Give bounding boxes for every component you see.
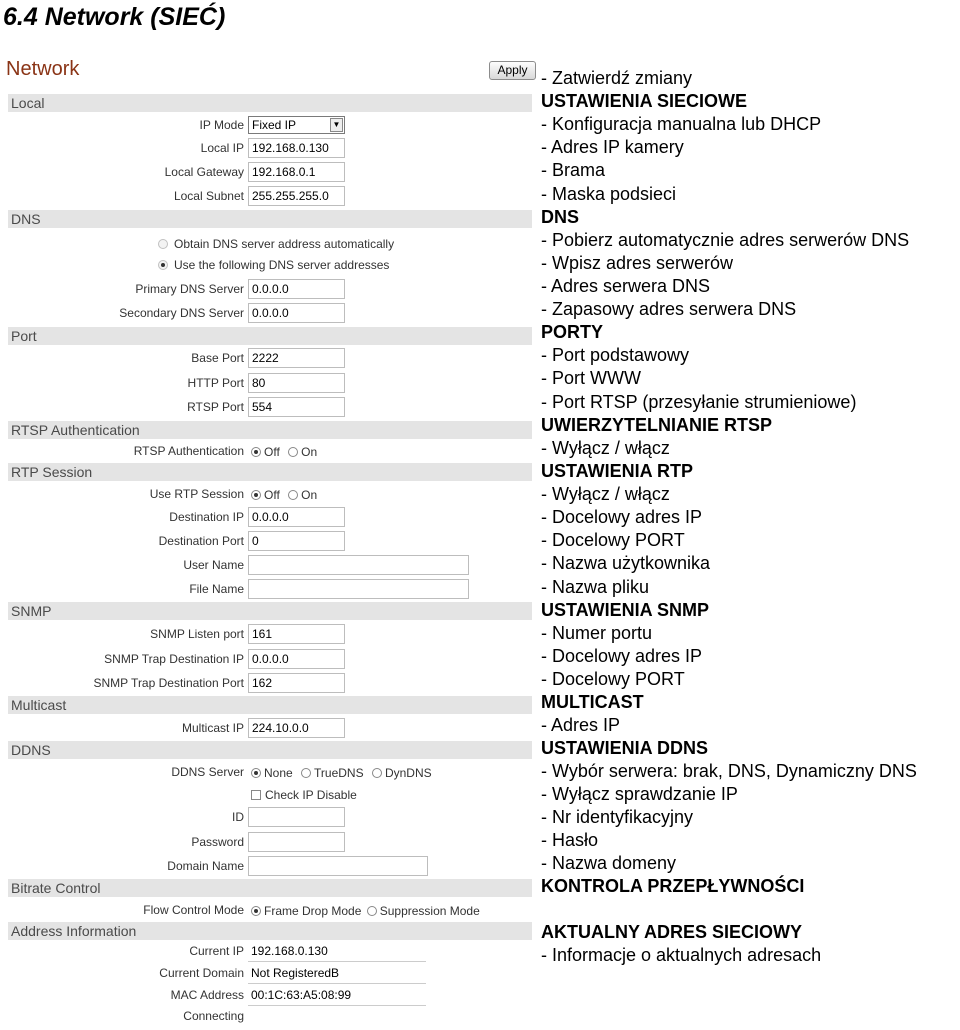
annotation-heading: MULTICAST [541, 692, 644, 712]
frame-drop-mode-option[interactable] [251, 904, 361, 918]
annotation-line: - Numer portu [541, 623, 653, 643]
annotation-line: - Konfiguracja manualna lub DHCP [541, 114, 822, 134]
annotation-line: - Port RTSP (przesyłanie strumieniowe) [541, 392, 857, 412]
local-ip-label: Local IP [200, 141, 244, 155]
section-address-information: Address Information [8, 922, 532, 940]
radio-icon [367, 906, 377, 916]
http-port-label: HTTP Port [187, 376, 244, 390]
annotation-line: - Zapasowy adres serwera DNS [541, 299, 797, 319]
ip-mode-label: IP Mode [199, 118, 244, 132]
ddns-password-label: Password [191, 835, 244, 849]
snmp-trap-port-field[interactable] [248, 673, 345, 693]
user-name-field[interactable] [248, 555, 469, 575]
rtsp-auth-radios [251, 444, 317, 460]
rtsp-port-field[interactable] [248, 397, 345, 417]
connecting-label: Connecting [183, 1009, 244, 1023]
annotation-line: - Zatwierdź zmiany [541, 68, 693, 88]
page-title: Network [6, 58, 80, 80]
annotation-heading: PORTY [541, 322, 604, 342]
ddns-dyndns-label: DynDNS [384, 766, 432, 780]
current-ip-label: Current IP [189, 944, 244, 958]
local-ip-field[interactable] [248, 138, 345, 158]
radio-icon [251, 768, 261, 778]
ddns-domain-label: Domain Name [167, 859, 244, 873]
snmp-listen-port-field[interactable] [248, 624, 345, 644]
local-gateway-label: Local Gateway [164, 165, 244, 179]
secondary-dns-field[interactable] [248, 303, 345, 323]
annotation-line: - Docelowy PORT [541, 669, 685, 689]
use-rtp-label: Use RTP Session [149, 487, 244, 501]
multicast-ip-label: Multicast IP [181, 721, 244, 735]
section-dns: DNS [8, 210, 532, 228]
rtp-off-label: Off [264, 488, 280, 502]
current-domain-value: Not RegisteredB [248, 963, 426, 984]
annotation-line: - Hasło [541, 830, 599, 850]
section-snmp: SNMP [8, 602, 532, 620]
current-domain-label: Current Domain [159, 966, 244, 980]
http-port-field[interactable] [248, 373, 345, 393]
snmp-trap-port-label: SNMP Trap Destination Port [93, 676, 244, 690]
dns-manual-label: Use the following DNS server addresses [174, 258, 390, 272]
ddns-domain-field[interactable] [248, 856, 428, 876]
primary-dns-label: Primary DNS Server [135, 282, 244, 296]
checkbox-icon [251, 790, 261, 800]
section-bitrate-control: Bitrate Control [8, 879, 532, 897]
annotation-line: - Wyłącz / włącz [541, 438, 670, 458]
rtsp-port-label: RTSP Port [187, 400, 244, 414]
ddns-server-radios [251, 765, 432, 781]
annotation-line: - Port podstawowy [541, 345, 690, 365]
radio-icon [372, 768, 382, 778]
rtp-radios [251, 487, 317, 503]
base-port-label: Base Port [191, 351, 244, 365]
frame-drop-mode-label: Frame Drop Mode [264, 904, 362, 918]
destination-port-field[interactable] [248, 531, 345, 551]
rtp-off-option[interactable] [251, 488, 280, 502]
radio-icon [301, 768, 311, 778]
radio-icon [158, 260, 168, 270]
local-subnet-field[interactable] [248, 186, 345, 206]
mac-address-label: MAC Address [170, 988, 244, 1002]
check-ip-disable-option[interactable] [251, 787, 357, 803]
annotation-heading: USTAWIENIA DDNS [541, 738, 709, 758]
radio-icon [288, 447, 298, 457]
dns-auto-label: Obtain DNS server address automatically [174, 237, 395, 251]
radio-icon [158, 239, 168, 249]
annotation-line: - Port WWW [541, 368, 641, 388]
section-rtp-session: RTP Session [8, 463, 532, 481]
annotation-heading: UWIERZYTELNIANIE RTSP [541, 415, 773, 435]
ddns-truedns-label: TrueDNS [314, 766, 364, 780]
dns-auto-option[interactable] [158, 236, 394, 252]
local-subnet-label: Local Subnet [173, 189, 244, 203]
rtsp-auth-on-option[interactable] [288, 445, 317, 459]
snmp-trap-ip-field[interactable] [248, 649, 345, 669]
annotation-line: - Wyłącz / włącz [541, 484, 670, 504]
annotation-heading: KONTROLA PRZEPŁYWNOŚCI [541, 876, 805, 896]
annotation-line: - Pobierz automatycznie adres serwerów DNS [541, 230, 910, 250]
ddns-password-field[interactable] [248, 832, 345, 852]
annotation-line: - Nazwa użytkownika [541, 553, 711, 573]
local-gateway-field[interactable] [248, 162, 345, 182]
flow-control-mode-label: Flow Control Mode [143, 903, 244, 917]
ip-mode-select[interactable] [248, 116, 345, 134]
section-port: Port [8, 327, 532, 345]
radio-icon [251, 906, 261, 916]
base-port-field[interactable] [248, 348, 345, 368]
current-ip-value: 192.168.0.130 [248, 941, 426, 962]
annotation-line: - Wpisz adres serwerów [541, 253, 734, 273]
annotation-heading: USTAWIENIA RTP [541, 461, 693, 481]
section-local: Local [8, 94, 532, 112]
annotation-line: - Maska podsieci [541, 184, 677, 204]
annotation-heading: USTAWIENIA SNMP [541, 600, 710, 620]
mac-address-value: 00:1C:63:A5:08:99 [248, 985, 426, 1006]
ddns-truedns-option[interactable] [301, 766, 364, 780]
annotation-line: - Docelowy adres IP [541, 507, 703, 527]
user-name-label: User Name [183, 558, 244, 572]
snmp-listen-port-label: SNMP Listen port [150, 627, 244, 641]
rtp-on-label: On [301, 488, 318, 502]
primary-dns-field[interactable] [248, 279, 345, 299]
secondary-dns-label: Secondary DNS Server [119, 306, 244, 320]
rtsp-auth-on-label: On [301, 445, 318, 459]
radio-icon [251, 490, 261, 500]
destination-ip-field[interactable] [248, 507, 345, 527]
ddns-id-label: ID [232, 810, 244, 824]
annotation-line: - Nazwa pliku [541, 577, 650, 597]
apply-button[interactable]: Apply [489, 61, 536, 80]
ip-mode-value: Fixed IP [252, 118, 297, 132]
check-ip-disable-label: Check IP Disable [265, 788, 357, 802]
ddns-dyndns-option[interactable] [372, 766, 432, 780]
annotation-line: - Nazwa domeny [541, 853, 677, 873]
file-name-label: File Name [189, 582, 244, 596]
chevron-down-icon: ▼ [330, 118, 343, 132]
ddns-id-field[interactable] [248, 807, 345, 827]
annotation-line: - Wybór serwera: brak, DNS, Dynamiczny DNS [541, 761, 917, 781]
section-multicast: Multicast [8, 696, 532, 714]
annotation-line: - Brama [541, 160, 606, 180]
suppression-mode-option[interactable] [367, 904, 480, 918]
rtsp-auth-off-label: Off [264, 445, 280, 459]
destination-ip-label: Destination IP [169, 510, 244, 524]
multicast-ip-field[interactable] [248, 718, 345, 738]
annotation-heading: USTAWIENIA SIECIOWE [541, 91, 748, 111]
suppression-mode-label: Suppression Mode [379, 904, 480, 918]
section-rtsp-authentication: RTSP Authentication [8, 421, 532, 439]
annotation-line: - Nr identyfikacyjny [541, 807, 694, 827]
section-ddns: DDNS [8, 741, 532, 759]
annotation-line: - Adres IP [541, 715, 621, 735]
ddns-server-label: DDNS Server [171, 765, 244, 779]
snmp-trap-ip-label: SNMP Trap Destination IP [104, 652, 244, 666]
annotation-line: - Docelowy adres IP [541, 646, 703, 666]
annotation-line: - Adres IP kamery [541, 137, 684, 157]
annotation-line: - Docelowy PORT [541, 530, 685, 550]
rtsp-auth-off-option[interactable] [251, 445, 280, 459]
ddns-none-label: None [264, 766, 293, 780]
annotation-heading: DNS [541, 207, 580, 227]
dns-manual-option[interactable] [158, 257, 389, 273]
annotation-line: - Informacje o aktualnych adresach [541, 945, 822, 965]
rtp-on-option[interactable] [288, 488, 317, 502]
destination-port-label: Destination Port [158, 534, 244, 548]
ddns-none-option[interactable] [251, 766, 293, 780]
radio-icon [251, 447, 261, 457]
annotation-line: - Wyłącz sprawdzanie IP [541, 784, 738, 804]
annotation-heading: AKTUALNY ADRES SIECIOWY [541, 922, 803, 942]
rtsp-auth-label: RTSP Authentication [133, 444, 244, 458]
document-heading: 6.4 Network (SIEĆ) [3, 3, 226, 31]
annotation-line: - Adres serwera DNS [541, 276, 711, 296]
radio-icon [288, 490, 298, 500]
file-name-field[interactable] [248, 579, 469, 599]
flow-control-radios [251, 903, 480, 919]
